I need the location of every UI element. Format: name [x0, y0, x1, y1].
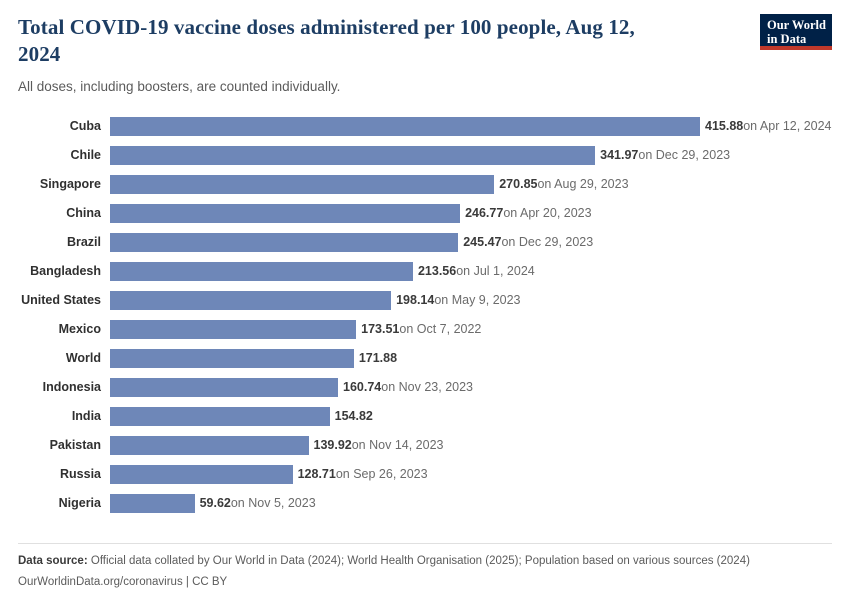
bar-value-label [499, 177, 628, 191]
bar-track [110, 170, 832, 199]
bar-value-number: 173.51 [361, 322, 400, 337]
bar-value-date: on Apr 12, 2024 [743, 119, 832, 134]
data-source-text [18, 553, 832, 570]
bar-row[interactable] [18, 344, 832, 373]
bar-value-date: on Dec 29, 2023 [501, 235, 594, 250]
bar[interactable] [110, 407, 330, 426]
chart-subtitle: All doses, including boosters, are counted individually. [18, 78, 341, 94]
bar-row[interactable] [18, 460, 832, 489]
data-source-label: Data source: [18, 555, 88, 568]
logo-line-1: Our World [767, 18, 826, 32]
bar-value-number: 59.62 [199, 496, 231, 511]
bar-value-label [314, 438, 444, 452]
bar-value-date: on Jul 1, 2024 [456, 264, 535, 279]
bar-chart [18, 112, 832, 512]
bar-value-number: 198.14 [396, 293, 435, 308]
bar-track [110, 431, 832, 460]
bar[interactable] [110, 233, 458, 252]
bar-row-label: Nigeria [58, 496, 101, 511]
bar-row-label: Cuba [69, 119, 101, 134]
bar-value-number: 213.56 [417, 264, 457, 279]
bar-row-label: World [65, 351, 101, 366]
bar-value-number: 270.85 [499, 177, 538, 192]
bar-value-label [343, 380, 473, 394]
bar-row-label: Mexico [58, 322, 101, 337]
bar-track [110, 460, 832, 489]
bar-value-number: 139.92 [313, 438, 352, 453]
bar-row[interactable] [18, 170, 832, 199]
bar[interactable] [110, 262, 413, 281]
bar-value-label [359, 351, 397, 365]
bar-value-number: 128.71 [297, 467, 336, 482]
bar-row[interactable] [18, 431, 832, 460]
bar-track [110, 112, 832, 141]
bar[interactable] [110, 117, 700, 136]
bar-row-label: United States [21, 293, 101, 308]
bar-row[interactable] [18, 199, 832, 228]
bar[interactable] [110, 349, 354, 368]
bar-track [110, 228, 832, 257]
bar-track [110, 344, 832, 373]
bar-value-date: on Sep 26, 2023 [335, 467, 428, 482]
bar-value-label [335, 409, 373, 423]
bar-value-date: on May 9, 2023 [434, 293, 521, 308]
bar-row[interactable] [18, 257, 832, 286]
bar-value-date: on Nov 23, 2023 [381, 380, 474, 395]
bar[interactable] [110, 291, 391, 310]
bar-row[interactable] [18, 286, 832, 315]
bar[interactable] [110, 436, 309, 455]
bar-row[interactable] [18, 373, 832, 402]
bar-row-label: Chile [70, 148, 101, 163]
bar-row[interactable] [18, 402, 832, 431]
bar-value-label [396, 293, 520, 307]
bar[interactable] [110, 320, 356, 339]
bar-track [110, 315, 832, 344]
bar-row[interactable] [18, 112, 832, 141]
bar[interactable] [110, 378, 338, 397]
bar-value-label [418, 264, 535, 278]
bar-value-label [298, 467, 428, 481]
bar-value-number: 154.82 [334, 409, 373, 424]
footer-link[interactable]: OurWorldinData.org/coronavirus | CC BY [18, 576, 228, 588]
bar-value-date: on Apr 20, 2023 [503, 206, 592, 221]
bar-row[interactable] [18, 228, 832, 257]
bar-value-label [705, 119, 832, 133]
bar-value-date: on Dec 29, 2023 [638, 148, 731, 163]
bar-value-number: 245.47 [463, 235, 502, 250]
bar[interactable] [110, 175, 494, 194]
bar-row[interactable] [18, 141, 832, 170]
bar-track [110, 257, 832, 286]
bar-row-label: India [71, 409, 101, 424]
bar-value-number: 246.77 [465, 206, 504, 221]
bar-value-date: on Nov 5, 2023 [230, 496, 316, 511]
bar-row-label: Singapore [39, 177, 101, 192]
bar-value-date: on Oct 7, 2022 [399, 322, 482, 337]
bar-value-number: 171.88 [358, 351, 398, 366]
chart-header [18, 14, 832, 94]
bar-row-label: Brazil [66, 235, 101, 250]
bar-value-label [465, 206, 592, 220]
bar-track [110, 286, 832, 315]
bar-row-label: Pakistan [49, 438, 101, 453]
bar-value-number: 341.97 [600, 148, 639, 163]
bar-row[interactable] [18, 489, 832, 518]
bar[interactable] [110, 146, 595, 165]
bar-value-date: on Nov 14, 2023 [351, 438, 444, 453]
bar-row[interactable] [18, 315, 832, 344]
bar-track [110, 199, 832, 228]
bar-value-label [200, 496, 316, 510]
bar-value-number: 160.74 [343, 380, 382, 395]
bar-row-label: Indonesia [42, 380, 101, 395]
bar-value-number: 415.88 [705, 119, 744, 134]
bar-row-label: Bangladesh [30, 264, 101, 279]
bar-track [110, 141, 832, 170]
bar-track [110, 489, 832, 518]
bar[interactable] [110, 204, 460, 223]
bar-track [110, 373, 832, 402]
bar-value-label [361, 322, 481, 336]
bar-value-label [600, 148, 730, 162]
data-source-value: Official data collated by Our World in Data (2024); World Health Organisation (2025); Population based on various sources (2024) [90, 555, 750, 568]
bar-track [110, 402, 832, 431]
page-title: Total COVID-19 vaccine doses administered per 100 people, Aug 12, 2024 [18, 15, 635, 67]
chart-footer [18, 543, 832, 588]
bar[interactable] [110, 494, 195, 513]
bar[interactable] [110, 465, 293, 484]
bar-value-label [463, 235, 593, 249]
our-world-in-data-logo[interactable] [760, 14, 832, 50]
bar-row-label: China [66, 206, 101, 221]
logo-line-2: in Data [767, 32, 807, 47]
bar-value-date: on Aug 29, 2023 [537, 177, 629, 192]
bar-row-label: Russia [60, 467, 101, 482]
